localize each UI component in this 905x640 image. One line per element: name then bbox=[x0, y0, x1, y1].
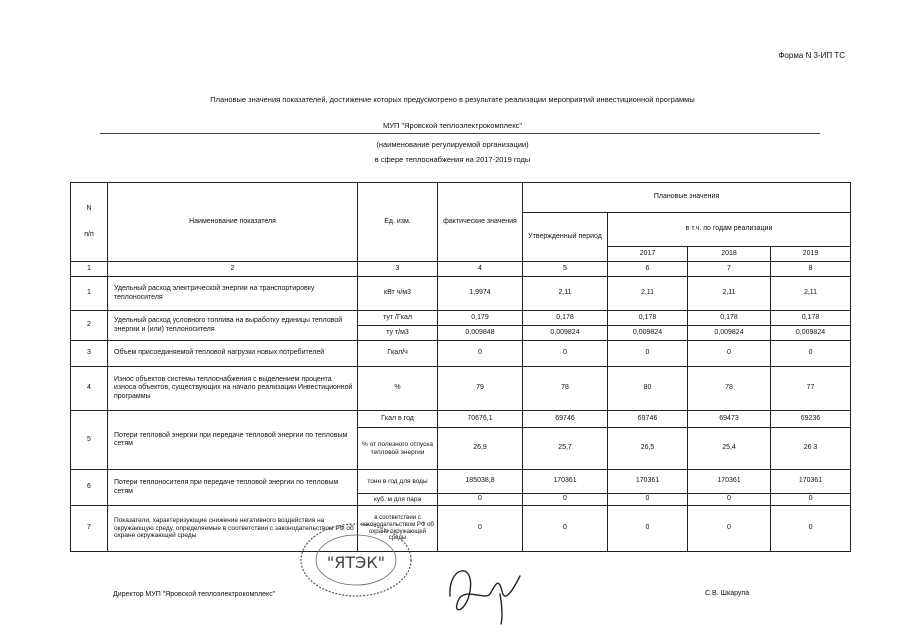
approved-value: 0 bbox=[523, 494, 608, 506]
table-row bbox=[71, 470, 851, 494]
unit-cell: Гкал в год bbox=[358, 411, 438, 428]
row-number: 4 bbox=[71, 367, 108, 411]
unit-cell: кВт ч/м3 bbox=[358, 277, 438, 311]
indicator-name: Удельный расход электрической энергии на транспортировку теплоносителя bbox=[108, 277, 358, 311]
stamp-text: "ЯТЭК" bbox=[326, 553, 386, 572]
value-2019: 0 bbox=[771, 494, 851, 506]
unit-cell: куб. м для пара bbox=[358, 494, 438, 506]
approved-value: 0,009824 bbox=[523, 326, 608, 341]
value-2019: 0 bbox=[771, 506, 851, 552]
table-row bbox=[71, 311, 851, 326]
header-year-2018: 2018 bbox=[688, 247, 771, 262]
organization-stamp bbox=[296, 518, 416, 603]
row-number: 3 bbox=[71, 341, 108, 367]
director-label: Директор МУП "Яровской теплоэлектрокомплекс" bbox=[113, 591, 276, 598]
approved-value: 0,178 bbox=[523, 311, 608, 326]
approved-value: 0 bbox=[523, 341, 608, 367]
value-2018: 69473 bbox=[688, 411, 771, 428]
col-number-3: 3 bbox=[358, 262, 438, 277]
col-number-6: 6 bbox=[608, 262, 688, 277]
value-2018: 0,009824 bbox=[688, 326, 771, 341]
header-year-2017: 2017 bbox=[608, 247, 688, 262]
value-2017: 0,009824 bbox=[608, 326, 688, 341]
table-row bbox=[71, 277, 851, 311]
actual-value: 0 bbox=[438, 341, 523, 367]
col-number-8: 8 bbox=[771, 262, 851, 277]
header-approved: Утвержденный период bbox=[523, 213, 608, 262]
value-2017: 0 bbox=[608, 506, 688, 552]
table-row bbox=[71, 367, 851, 411]
approved-value: 78 bbox=[523, 367, 608, 411]
value-2019: 2,11 bbox=[771, 277, 851, 311]
approved-value: 0 bbox=[523, 506, 608, 552]
table-row bbox=[71, 411, 851, 428]
row-number: 2 bbox=[71, 311, 108, 341]
value-2018: 0 bbox=[688, 341, 771, 367]
actual-value: 0 bbox=[438, 506, 523, 552]
actual-value: 0,179 bbox=[438, 311, 523, 326]
unit-cell: % от полезного отпуска тепловой энергии bbox=[358, 428, 438, 470]
value-2017: 0 bbox=[608, 341, 688, 367]
row-number: 5 bbox=[71, 411, 108, 470]
value-2017: 0 bbox=[608, 494, 688, 506]
header-name: Наименование показателя bbox=[108, 183, 358, 262]
unit-cell: тут /Гкал bbox=[358, 311, 438, 326]
sphere-period: в сфере теплоснабжения на 2017-2019 годы bbox=[374, 155, 531, 164]
approved-value: 25,7 bbox=[523, 428, 608, 470]
actual-value: 79 bbox=[438, 367, 523, 411]
unit-cell: ту т/м3 bbox=[358, 326, 438, 341]
unit-cell: % bbox=[358, 367, 438, 411]
document-title: Плановые значения показателей, достижение которых предусмотрено в результате реализации мероприятий инвестиционной программы bbox=[210, 95, 695, 104]
signer-name: С.В. Шкарупа bbox=[705, 590, 750, 597]
director-signature bbox=[440, 556, 530, 631]
actual-value: 26,9 bbox=[438, 428, 523, 470]
unit-cell: тонн в год для воды bbox=[358, 470, 438, 494]
form-number: Форма N 3-ИП ТС bbox=[778, 51, 845, 60]
value-2019: 0,178 bbox=[771, 311, 851, 326]
value-2018: 0,178 bbox=[688, 311, 771, 326]
value-2019: 0,009824 bbox=[771, 326, 851, 341]
indicators-table bbox=[70, 182, 851, 552]
header-n bbox=[71, 183, 108, 262]
organization-name: МУП "Яровской теплоэлектрокомплекс" bbox=[382, 121, 522, 130]
value-2017: 170361 bbox=[608, 470, 688, 494]
header-by-years: в т.ч. по годам реализации bbox=[608, 213, 851, 247]
indicator-name: Удельный расход условного топлива на выработку единицы тепловой энергии и (или) теплоносителя bbox=[108, 311, 358, 341]
unit-cell: в соответствии с законодательством РФ об охране окружающей среды bbox=[358, 506, 438, 552]
value-2019: 0 bbox=[771, 341, 851, 367]
value-2018: 78 bbox=[688, 367, 771, 411]
value-2018: 170361 bbox=[688, 470, 771, 494]
col-number-5: 5 bbox=[523, 262, 608, 277]
value-2019: 77 bbox=[771, 367, 851, 411]
indicator-name: Износ объектов системы теплоснабжения с выделением процента износа объектов, существующих на начало реализации Инвестиционной программы bbox=[108, 367, 358, 411]
value-2017: 26,5 bbox=[608, 428, 688, 470]
header-actual: фактические значения bbox=[438, 183, 523, 262]
col-number-1: 1 bbox=[71, 262, 108, 277]
actual-value: 185038,8 bbox=[438, 470, 523, 494]
table-row bbox=[71, 506, 851, 552]
unit-cell: Гкал/ч bbox=[358, 341, 438, 367]
header-unit: Ед. изм. bbox=[358, 183, 438, 262]
indicator-name: Потери теплоносителя при передаче тепловой энергии по тепловым сетям bbox=[108, 470, 358, 506]
value-2017: 2,11 bbox=[608, 277, 688, 311]
actual-value: 70676,1 bbox=[438, 411, 523, 428]
value-2017: 80 bbox=[608, 367, 688, 411]
value-2018: 0 bbox=[688, 494, 771, 506]
value-2019: 170361 bbox=[771, 470, 851, 494]
value-2019: 69236 bbox=[771, 411, 851, 428]
col-number-4: 4 bbox=[438, 262, 523, 277]
header-np-label: п/п bbox=[84, 231, 94, 238]
actual-value: 0 bbox=[438, 494, 523, 506]
indicator-name: Объем присоединяемой тепловой нагрузки новых потребителей bbox=[108, 341, 358, 367]
value-2017: 69746 bbox=[608, 411, 688, 428]
value-2018: 0 bbox=[688, 506, 771, 552]
actual-value: 0,009848 bbox=[438, 326, 523, 341]
header-planned: Плановые значения bbox=[523, 183, 851, 213]
organization-underline bbox=[100, 133, 820, 134]
approved-value: 170361 bbox=[523, 470, 608, 494]
actual-value: 1,9974 bbox=[438, 277, 523, 311]
header-year-2019: 2019 bbox=[771, 247, 851, 262]
value-2017: 0,178 bbox=[608, 311, 688, 326]
value-2018: 2,11 bbox=[688, 277, 771, 311]
row-number: 6 bbox=[71, 470, 108, 506]
row-number: 7 bbox=[71, 506, 108, 552]
header-n-label: N bbox=[86, 204, 92, 212]
organization-note: (наименование регулируемой организации) bbox=[376, 140, 529, 149]
indicator-name: Потери тепловой энергии при передаче тепловой энергии по тепловым сетям bbox=[108, 411, 358, 470]
approved-value: 2,11 bbox=[523, 277, 608, 311]
col-number-2: 2 bbox=[108, 262, 358, 277]
approved-value: 69746 bbox=[523, 411, 608, 428]
value-2019: 26 3 bbox=[771, 428, 851, 470]
indicator-name: Показатели, характеризующие снижение негативного воздействия на окружающую среду, определяемые в соответствии с законодательством РФ об охране окружающей среды bbox=[108, 506, 358, 552]
col-number-7: 7 bbox=[688, 262, 771, 277]
value-2018: 25,4 bbox=[688, 428, 771, 470]
table-row bbox=[71, 341, 851, 367]
row-number: 1 bbox=[71, 277, 108, 311]
